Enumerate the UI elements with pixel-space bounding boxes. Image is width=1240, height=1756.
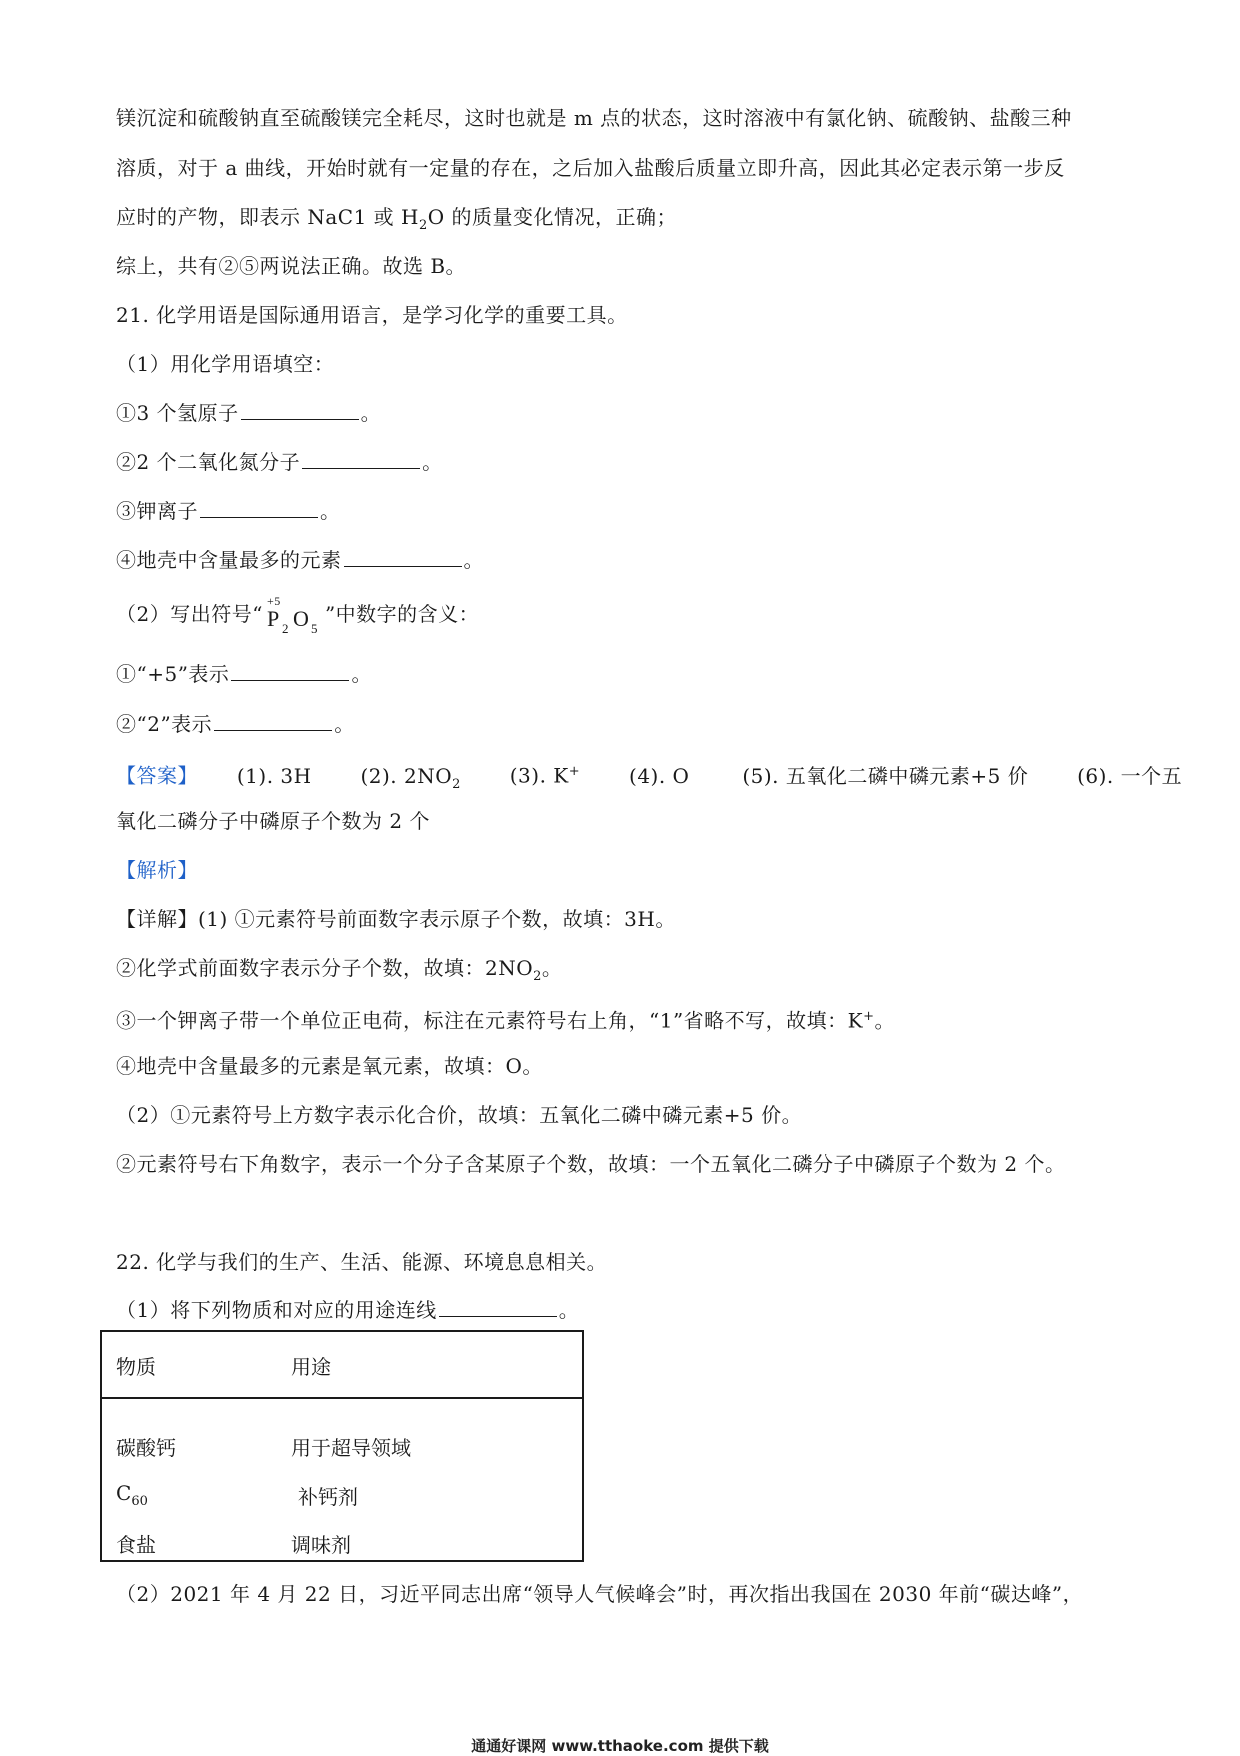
subscript: 60 xyxy=(131,1494,148,1509)
answer-blank xyxy=(214,712,332,731)
period: 。 xyxy=(334,712,355,736)
answer-item xyxy=(360,762,460,799)
table-divider xyxy=(102,1397,582,1399)
answer-line-continued: 氧化二磷分子中磷原子个数为 2 个 xyxy=(116,809,430,833)
table-cell-use: 调味剂 xyxy=(291,1533,351,1557)
text-line: 镁沉淀和硫酸钠直至硫酸镁完全耗尽，这时也就是 m 点的状态，这时溶液中有氯化钠、硫酸钠、盐酸三种 xyxy=(116,106,1072,130)
item-text: ”中数字的含义： xyxy=(324,602,480,626)
table-cell-substance xyxy=(116,1481,148,1509)
question-item xyxy=(116,546,484,574)
question-21-part-2 xyxy=(116,593,480,636)
question-item xyxy=(116,448,443,476)
period: 。 xyxy=(558,1298,580,1322)
answer-item: (1). 3H xyxy=(236,763,312,788)
superscript: + xyxy=(863,1009,875,1024)
text-line: 综上，共有②⑤两说法正确。故选 B。 xyxy=(116,254,467,278)
analysis-line: （2）①元素符号上方数字表示化合价，故填：五氧化二磷中磷元素+5 价。 xyxy=(116,1103,803,1127)
text-fragment: 。 xyxy=(874,1008,896,1033)
table-cell-substance: 碳酸钙 xyxy=(116,1436,176,1460)
analysis-line: ④地壳中含量最多的元素是氧元素，故填：O。 xyxy=(116,1054,543,1078)
item-text: ①3 个氢原子 xyxy=(116,401,239,425)
question-21-part-1: （1）用化学用语填空： xyxy=(116,352,335,376)
period: 。 xyxy=(463,548,484,572)
text-fragment: 应时的产物，即表示 NaC1 或 H xyxy=(116,205,419,229)
text-fragment: 。 xyxy=(541,956,563,980)
text-fragment: ③一个钾离子带一个单位正电荷，标注在元素符号右上角，“1”省略不写，故填：K xyxy=(116,1008,864,1033)
period: 。 xyxy=(360,401,382,425)
item-text: ②“2”表示 xyxy=(116,712,213,736)
answer-item: (6). 一个五 xyxy=(1077,763,1183,788)
answer-blank xyxy=(344,548,462,567)
question-22-title: 22. 化学与我们的生产、生活、能源、环境息息相关。 xyxy=(116,1250,608,1274)
question-item xyxy=(116,497,341,525)
subscript: 2 xyxy=(281,620,289,636)
answer-blank xyxy=(302,450,420,469)
text-line: 溶质，对于 a 曲线，开始时就有一定量的存在，之后加入盐酸后质量立即升高，因此其必定表示第一步反 xyxy=(116,156,1065,180)
item-text: ③钾离子 xyxy=(116,499,198,523)
page-footer: 通通好课网 www.tthaoke.com 提供下载 xyxy=(471,1737,769,1755)
subscript: 2 xyxy=(418,218,428,233)
period: 。 xyxy=(422,450,443,474)
text-line xyxy=(116,203,677,240)
answer-item: (5). 五氧化二磷中磷元素+5 价 xyxy=(742,763,1029,788)
question-item xyxy=(116,710,355,738)
answer-tag: 【答案】 xyxy=(116,763,198,788)
text-fragment: (2). 2NO xyxy=(360,763,453,788)
item-text: ①“+5”表示 xyxy=(116,662,230,686)
table-header-use: 用途 xyxy=(291,1355,331,1379)
text-fragment: C xyxy=(116,1481,132,1505)
text-fragment: (3). K xyxy=(509,763,569,788)
question-item xyxy=(116,660,372,688)
p2o5-formula xyxy=(263,593,325,636)
text-fragment: O 的质量变化情况，正确； xyxy=(427,205,678,229)
valence-label: +5 xyxy=(266,593,281,608)
answer-line xyxy=(116,758,1182,799)
item-text: （2）写出符号“ xyxy=(116,602,263,626)
question-22-part-2: （2）2021 年 4 月 22 日，习近平同志出席“领导人气候峰会”时，再次指出我国在 2030 年前“碳达峰”， xyxy=(116,1582,1084,1606)
matching-table xyxy=(100,1330,584,1562)
table-cell-substance: 食盐 xyxy=(116,1533,156,1557)
analysis-line xyxy=(116,1003,895,1035)
item-text: ④地壳中含量最多的元素 xyxy=(116,548,342,572)
element-o: O xyxy=(292,605,310,631)
item-text: ②2 个二氧化氮分子 xyxy=(116,450,301,474)
answer-blank xyxy=(231,662,349,681)
subscript: 5 xyxy=(310,620,318,636)
period: 。 xyxy=(351,662,372,686)
table-cell-use: 补钙剂 xyxy=(298,1485,358,1509)
answer-item xyxy=(510,758,580,790)
question-item xyxy=(116,399,381,427)
text-fragment: ②化学式前面数字表示分子个数，故填：2NO xyxy=(116,956,534,980)
subscript: 2 xyxy=(533,969,542,984)
analysis-tag: 【解析】 xyxy=(116,858,198,882)
period: 。 xyxy=(320,499,341,523)
table-cell-use: 用于超导领域 xyxy=(291,1436,411,1460)
analysis-line: ②元素符号右下角数字，表示一个分子含某原子个数，故填：一个五氧化二磷分子中磷原子个数为 2 个。 xyxy=(116,1152,1066,1176)
answer-item: (4). O xyxy=(629,763,690,788)
question-21-title: 21. 化学用语是国际通用语言，是学习化学的重要工具。 xyxy=(116,303,628,327)
answer-blank xyxy=(200,499,318,518)
superscript: + xyxy=(568,764,581,779)
answer-blank xyxy=(241,401,359,420)
item-text: （1）将下列物质和对应的用途连线 xyxy=(116,1298,437,1322)
answer-blank xyxy=(439,1298,557,1317)
question-22-part-1 xyxy=(116,1296,579,1324)
element-p: P xyxy=(266,605,280,631)
subscript: 2 xyxy=(452,776,461,792)
analysis-line: 【详解】(1) ①元素符号前面数字表示原子个数，故填：3H。 xyxy=(116,907,676,931)
table-header-substance: 物质 xyxy=(116,1355,156,1379)
analysis-line xyxy=(116,954,562,991)
